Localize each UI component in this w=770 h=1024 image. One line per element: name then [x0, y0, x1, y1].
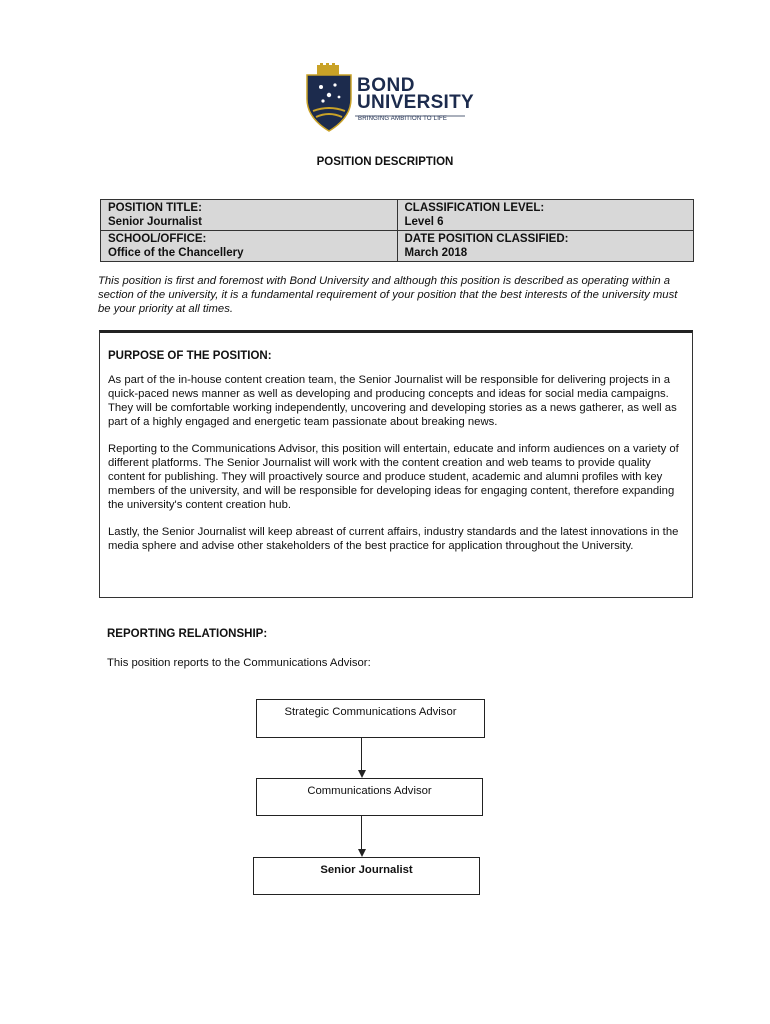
arrow-down-icon [358, 770, 366, 778]
arrow-down-icon [358, 849, 366, 857]
logo-wordmark-line1: BOND [357, 75, 415, 96]
classification-value: Level 6 [404, 216, 444, 228]
intro-paragraph: This position is first and foremost with Bond University and although this position is described as operating within a section of the university, it is a fundamental requirement of your position that the best interests of the university must be your priority at all times. [98, 275, 678, 315]
classification-cell [397, 200, 694, 231]
school-office-label: SCHOOL/OFFICE: [108, 233, 207, 245]
purpose-paragraph-2: Reporting to the Communications Advisor, this position will entertain, educate and inform audiences on a variety of different platforms. The Senior Journalist will work with the content creation and web teams to provide quality content for publishing. They will proactively source and produce student, academic and alumni profiles with key members of the university, and will be responsible for developing ideas for engaging content, therefore expanding the university's content creation hub. [108, 443, 679, 511]
logo-wordmark-line2: UNIVERSITY [357, 92, 475, 113]
org-box-strategic-communications-advisor: Strategic Communications Advisor [256, 699, 485, 738]
purpose-paragraph-3: Lastly, the Senior Journalist will keep abreast of current affairs, industry standards and the latest innovations in the media sphere and advise other stakeholders of the best practice for application throughout the University. [108, 526, 679, 552]
org-box-communications-advisor: Communications Advisor [256, 778, 483, 816]
position-info-table [100, 199, 694, 262]
date-classified-label: DATE POSITION CLASSIFIED: [404, 233, 569, 245]
org-box-senior-journalist: Senior Journalist [253, 857, 480, 895]
purpose-heading: PURPOSE OF THE POSITION: [108, 350, 272, 362]
logo-tagline: BRINGING AMBITION TO LIFE [358, 116, 448, 122]
classification-label: CLASSIFICATION LEVEL: [404, 202, 545, 214]
position-title-label: POSITION TITLE: [108, 202, 202, 214]
org-connector [361, 816, 362, 850]
purpose-section [99, 330, 693, 598]
date-classified-value: March 2018 [404, 247, 468, 259]
position-title-value: Senior Journalist [108, 216, 202, 228]
school-office-value: Office of the Chancellery [108, 247, 244, 259]
school-office-cell [101, 231, 398, 262]
crest-icon [307, 63, 351, 131]
purpose-paragraph-1: As part of the in-house content creation team, the Senior Journalist will be responsible for delivering projects in a quick-paced news manner as well as developing and producing concepts and ideas for social media campaigns. They will be comfortable working independently, uncovering and developing stories as a news gatherer, as well as part of a highly engaged and energetic team passionate about breaking news. [108, 374, 677, 428]
reporting-text: This position reports to the Communications Advisor: [107, 657, 371, 669]
position-title-cell [101, 200, 398, 231]
org-connector [361, 738, 362, 771]
reporting-heading: REPORTING RELATIONSHIP: [107, 628, 268, 640]
page-title: POSITION DESCRIPTION [316, 156, 454, 168]
date-classified-cell [397, 231, 694, 262]
